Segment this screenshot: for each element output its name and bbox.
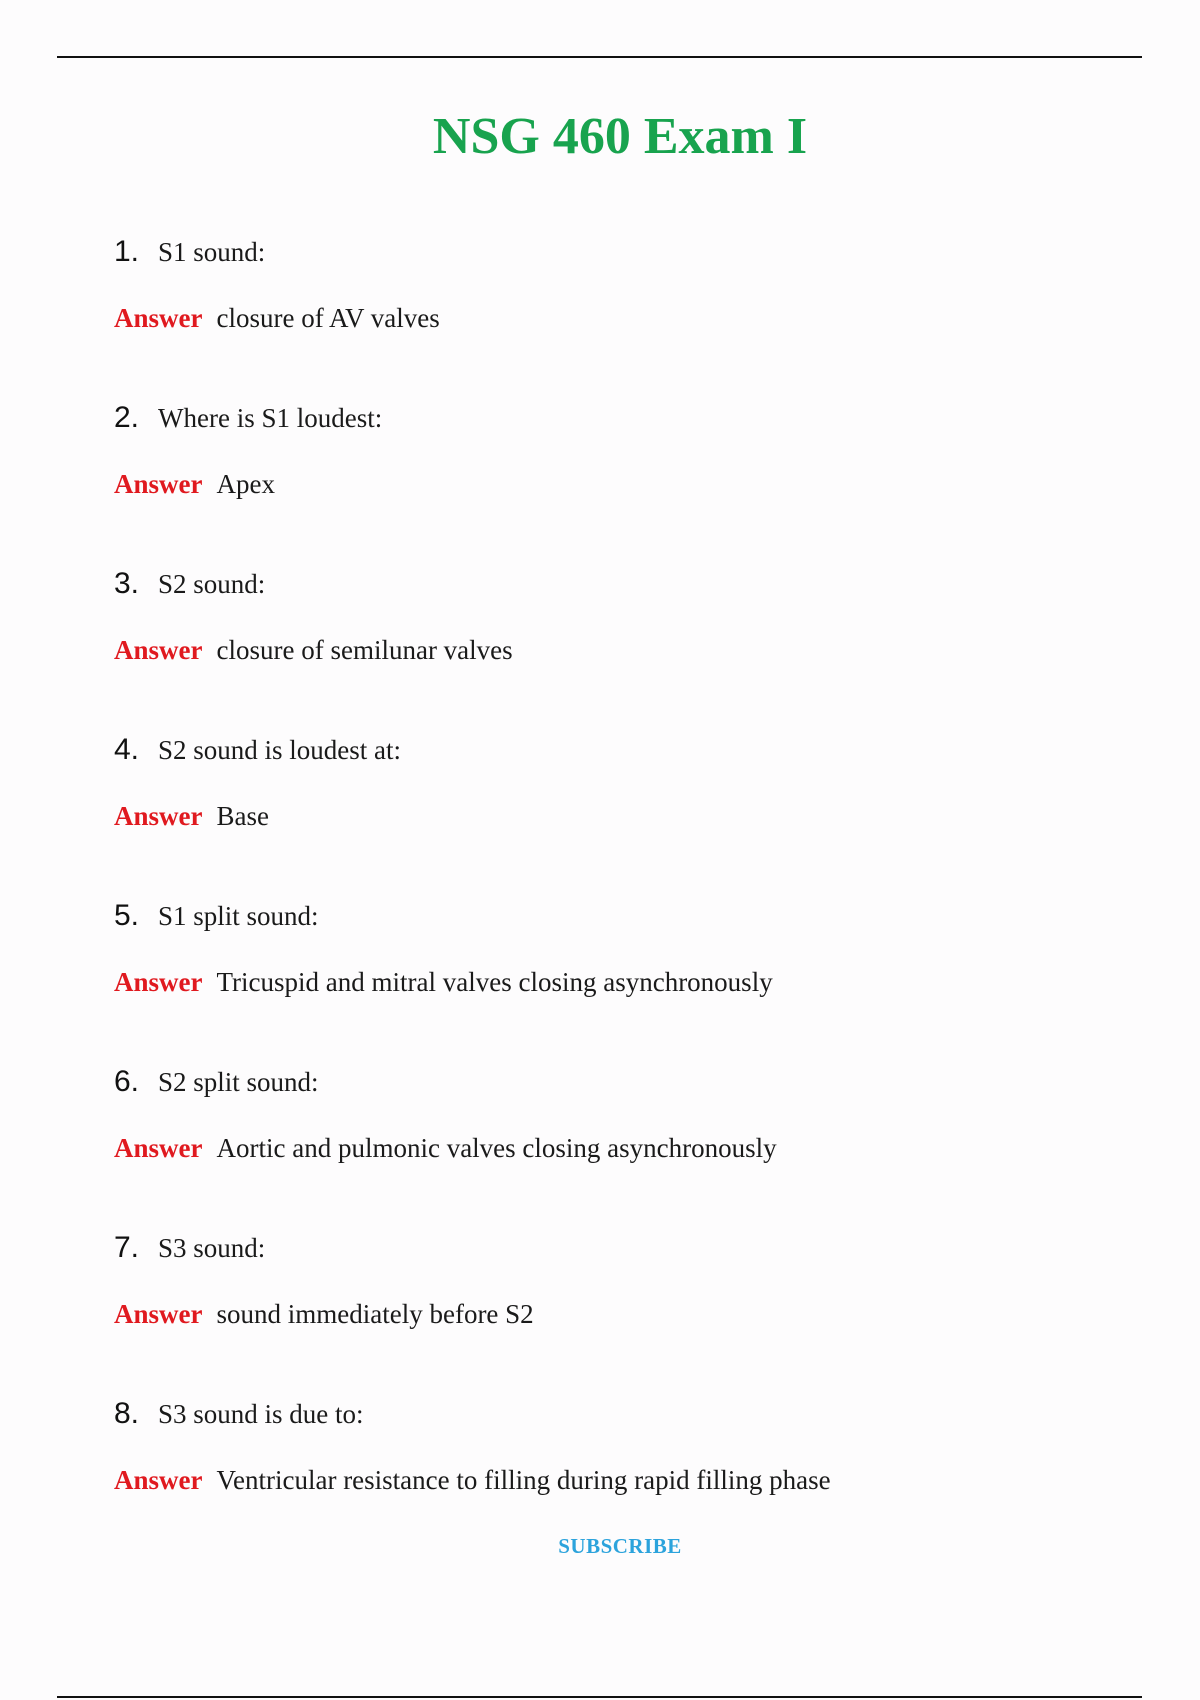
answer-label: Answer [114, 801, 203, 831]
question-list [114, 232, 1114, 1560]
answer-label: Answer [114, 635, 203, 665]
question-item [114, 232, 1114, 398]
answer-label: Answer [114, 967, 203, 997]
page-title: NSG 460 Exam I [432, 108, 808, 165]
question-number: 1. [114, 235, 140, 268]
question-text: S2 sound is loudest at: [158, 735, 402, 765]
question-number: 5. [114, 899, 140, 932]
question-item [114, 564, 1114, 730]
answer-text: Aortic and pulmonic valves closing asynchronously [216, 1133, 777, 1163]
answer-text: closure of AV valves [216, 303, 440, 333]
question-line [114, 1394, 364, 1434]
question-item [114, 730, 1114, 896]
question-number: 4. [114, 733, 140, 766]
answer-label: Answer [114, 303, 203, 333]
answer-line [114, 796, 269, 836]
question-number: 6. [114, 1065, 140, 1098]
answer-line [114, 1294, 534, 1334]
question-number: 8. [114, 1397, 140, 1430]
answer-label: Answer [114, 1133, 203, 1163]
question-item [114, 398, 1114, 564]
subscribe-link[interactable]: SUBSCRIBE [558, 1534, 682, 1558]
answer-label: Answer [114, 1465, 203, 1495]
question-line [114, 398, 382, 438]
answer-text: Apex [216, 469, 275, 499]
question-line [114, 730, 401, 770]
top-rule [57, 56, 1142, 58]
answer-label: Answer [114, 1299, 203, 1329]
question-number: 2. [114, 401, 140, 434]
answer-text: Tricuspid and mitral valves closing asynchronously [216, 967, 773, 997]
question-line [114, 1228, 265, 1268]
answer-line [114, 962, 773, 1002]
question-text: S1 sound: [158, 237, 266, 267]
answer-line [114, 630, 513, 670]
question-line [114, 232, 265, 272]
question-number: 3. [114, 567, 140, 600]
question-item [114, 1062, 1114, 1228]
question-item [114, 896, 1114, 1062]
question-text: S3 sound: [158, 1233, 266, 1263]
answer-line [114, 1128, 777, 1168]
question-text: S3 sound is due to: [158, 1399, 364, 1429]
question-text: S1 split sound: [158, 901, 319, 931]
question-item [114, 1228, 1114, 1394]
question-text: S2 split sound: [158, 1067, 319, 1097]
answer-label: Answer [114, 469, 203, 499]
bottom-rule [57, 1696, 1142, 1698]
question-line [114, 1062, 319, 1102]
question-line [114, 564, 265, 604]
answer-text: sound immediately before S2 [216, 1299, 534, 1329]
question-line [114, 896, 319, 936]
answer-text: Base [216, 801, 269, 831]
question-text: Where is S1 loudest: [158, 403, 383, 433]
answer-text: Ventricular resistance to filling during rapid filling phase [216, 1465, 831, 1495]
answer-line [114, 1460, 831, 1500]
answer-line [114, 464, 275, 504]
question-text: S2 sound: [158, 569, 266, 599]
answer-line [114, 298, 440, 338]
question-number: 7. [114, 1231, 140, 1264]
answer-text: closure of semilunar valves [216, 635, 513, 665]
